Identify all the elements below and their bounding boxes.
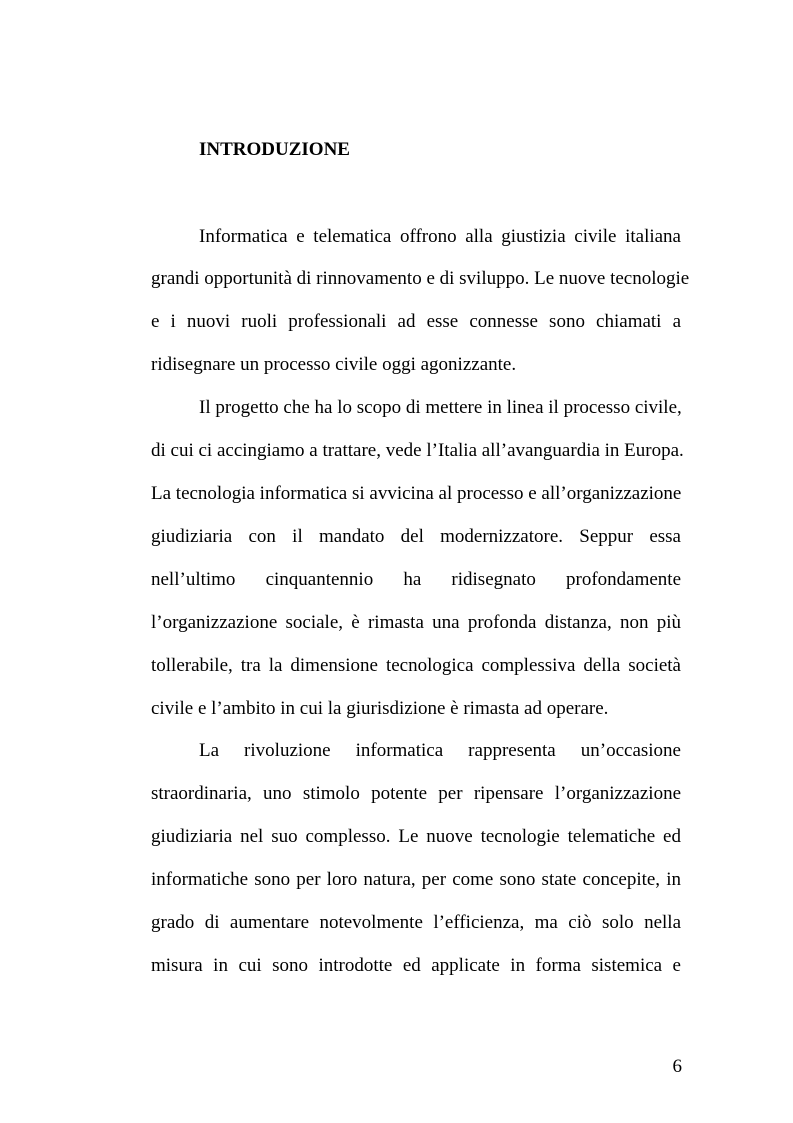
text-line: ridisegnare un processo civile oggi agonizzante. [151,354,517,375]
text-line: straordinaria, uno stimolo potente per ripensare l’organizzazione [151,783,681,804]
text-line: civile e l’ambito in cui la giurisdizione è rimasta ad operare. [151,698,609,719]
text-line: Il progetto che ha lo scopo di mettere in linea il processo civile, [199,397,682,418]
text-line: grado di aumentare notevolmente l’efficienza, ma ciò solo nella [151,912,681,933]
text-line: La rivoluzione informatica rappresenta un’occasione [199,740,681,761]
text-line: grandi opportunità di rinnovamento e di sviluppo. Le nuove tecnologie [151,268,690,289]
page-number: 6 [672,1056,682,1077]
text-line: giudiziaria con il mandato del modernizzatore. Seppur essa [151,526,681,547]
text-line: nell’ultimo cinquantennio ha ridisegnato profondamente [151,569,681,590]
section-heading: INTRODUZIONE [199,139,350,160]
text-line: La tecnologia informatica si avvicina al processo e all’organizzazione [151,483,682,504]
text-line: Informatica e telematica offrono alla giustizia civile italiana [199,226,681,247]
text-line: giudiziaria nel suo complesso. Le nuove tecnologie telematiche ed [151,826,681,847]
text-line: di cui ci accingiamo a trattare, vede l’Italia all’avanguardia in Europa. [151,440,684,461]
text-line: informatiche sono per loro natura, per come sono state concepite, in [151,869,681,890]
text-line: tollerabile, tra la dimensione tecnologica complessiva della società [151,655,681,676]
text-line: misura in cui sono introdotte ed applicate in forma sistemica e [151,955,681,976]
text-line: l’organizzazione sociale, è rimasta una profonda distanza, non più [151,612,681,633]
text-line: e i nuovi ruoli professionali ad esse connesse sono chiamati a [151,311,681,332]
